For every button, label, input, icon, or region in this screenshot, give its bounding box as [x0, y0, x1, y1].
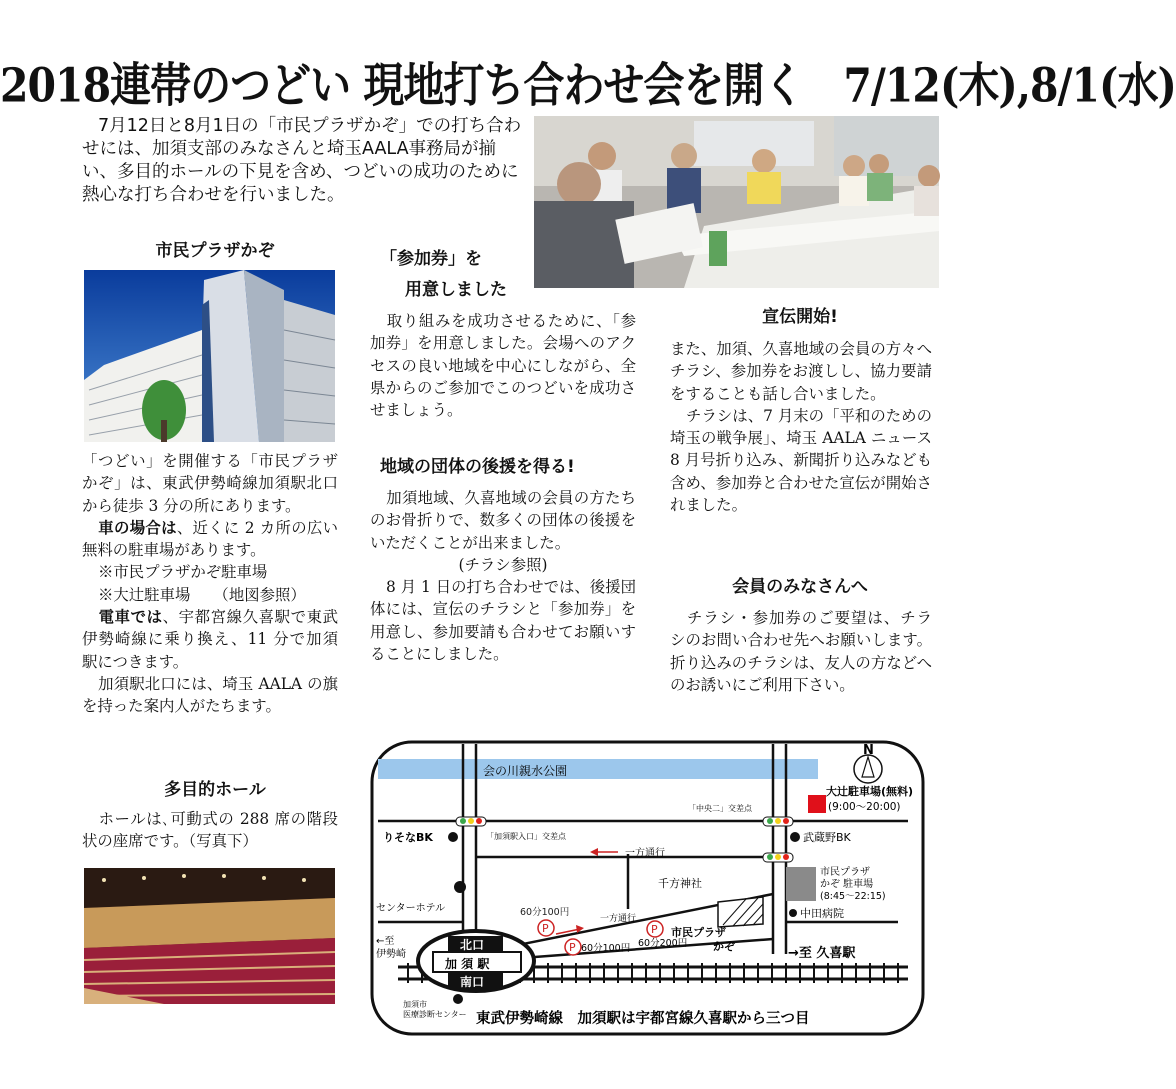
oditsuji-label: 大辻駐車場(無料): [826, 785, 914, 798]
station-label: 加 須 駅: [445, 957, 490, 971]
risona-icon: [448, 832, 458, 842]
svg-text:N: N: [863, 743, 874, 758]
svg-text:P: P: [569, 941, 576, 954]
risona-label: りそなBK: [383, 831, 433, 844]
oditsuji-parking-icon: [808, 795, 826, 813]
to-isesaki-1: ←至: [376, 936, 395, 947]
center-hotel-icon: [454, 881, 466, 893]
center-hotel-label: センターホテル: [376, 903, 446, 914]
price-label-1: 60分100円: [520, 907, 570, 918]
heading-ticket-b: 用意しました: [405, 280, 507, 300]
plaza-parking-label-2: かぞ 駐車場: [820, 879, 874, 890]
medical-label-1: 加須市: [403, 1000, 427, 1009]
meeting-photo: [534, 116, 939, 288]
hall-photo: [84, 868, 335, 1004]
price-label-2: 60分100円: [581, 943, 631, 954]
to-isesaki-2: 伊勢崎: [376, 949, 406, 960]
col2-text-2: 加須地域、久喜地域の会員の方たちのお骨折りで、数多くの団体の後援をいただくことが出来ました。 (チラシ参照) 8 月 1 日の打ち合わせでは、後援団体には、宣伝のチラシと「参加券」を用意し、参加要請も合わせてお願いすることにしました。: [370, 489, 636, 664]
heading-ticket-a: 「参加券」を: [380, 249, 482, 269]
minamiguchi-label: 南口: [460, 975, 485, 989]
heading-members: 会員のみなさんへ: [732, 577, 868, 597]
col1-text: 「つどい」を開催する「市民プラザかぞ」は、東武伊勢崎線加須駅北口から徒歩 3 分の所にあります。 車の場合は、近くに 2 カ所の広い無料の駐車場があります。 ※市民プラザかぞ駐車場 ※大辻駐車場 （地図参照） 電車では、宇都宮線久喜駅で東武伊勢崎線に乗り換え、11 分で加須駅につきます。 加須駅北口には、埼玉 AALA の旗を持った案内人がたちます。: [82, 452, 338, 716]
heading-advert: 宣伝開始!: [762, 307, 838, 327]
chuo2-label: 「中央二」交差点: [688, 804, 752, 813]
senkata-label: 千方神社: [658, 877, 702, 890]
musashino-label: 武蔵野BK: [803, 831, 851, 844]
svg-text:P: P: [651, 923, 658, 936]
river-label: 会の川親水公園: [483, 764, 568, 778]
plaza-parking-area: [786, 867, 816, 901]
kitaguchi-label: 北口: [460, 938, 485, 952]
svg-text:P: P: [542, 922, 549, 935]
plaza-label-2: かぞ: [713, 940, 735, 953]
medical-icon: [453, 994, 463, 1004]
nakata-icon: [789, 909, 797, 917]
oneway-label-1: 一方通行: [625, 848, 665, 859]
to-kuki-label: →至 久喜駅: [788, 946, 856, 961]
hall-text: ホールは､可動式の 288 席の階段状の座席です。（写真下）: [82, 810, 338, 851]
price-label-3: 60分200円: [638, 938, 688, 949]
plaza-label-1: 市民プラザ: [671, 926, 726, 939]
col3-text-2: チラシ・参加券のご要望は、チラシのお問い合わせ先へお願いします。折り込みのチラシは、友人の方などへのお誘いにご利用下さい。: [670, 609, 932, 694]
page-title: 2018連帯のつどい 現地打ち合わせ会を開く 7/12(木),8/1(水): [0, 57, 1176, 114]
heading-shimin-plaza: 市民プラザかぞ: [155, 241, 275, 261]
map-caption: 東武伊勢崎線 加須駅は宇都宮線久喜駅から三つ目: [476, 1011, 810, 1027]
intro-paragraph: 7月12日と8月1日の「市民プラザかぞ」での打ち合わせには、加須支部のみなさんと埼玉AALA事務局が揃い、多目的ホールの下見を含め、つどいの成功のために熱心な打ち合わせを行いました。: [82, 116, 522, 205]
col3-text-1: また、加須、久喜地域の会員の方々へチラシ、参加券をお渡しし、協力要請をすることも話し合いました。 チラシは、7 月末の「平和のための埼玉の戦争展」、埼玉 AALA ニュース 8 月号折り込み、新聞折り込みなども含め、参加券と合わせた宣伝が開始されました。: [670, 340, 932, 515]
plaza-parking-label-1: 市民プラザ: [820, 867, 870, 878]
oneway-label-2: 一方通行: [600, 914, 637, 924]
access-map: [368, 739, 928, 1039]
plaza-parking-hours: (8:45〜22:15): [820, 891, 886, 902]
building-photo: [84, 270, 335, 442]
musashino-icon: [790, 832, 800, 842]
kazo-iriguchi-label: 「加須駅入口」交差点: [486, 832, 566, 841]
plaza-building: [718, 897, 763, 927]
river: [378, 759, 818, 779]
oditsuji-hours: (9:00〜20:00): [828, 801, 901, 813]
heading-hall: 多目的ホール: [164, 780, 266, 800]
heading-support: 地域の団体の後援を得る!: [380, 457, 575, 477]
medical-label-2: 医療診断センター: [403, 1010, 467, 1019]
nakata-label: 中田病院: [800, 907, 844, 920]
col2-text-1: 取り組みを成功させるために、「参加券」を用意しました。会場へのアクセスの良い地域を中心にしながら、全県からのご参加でこのつどいを成功させましょう。: [370, 312, 636, 420]
